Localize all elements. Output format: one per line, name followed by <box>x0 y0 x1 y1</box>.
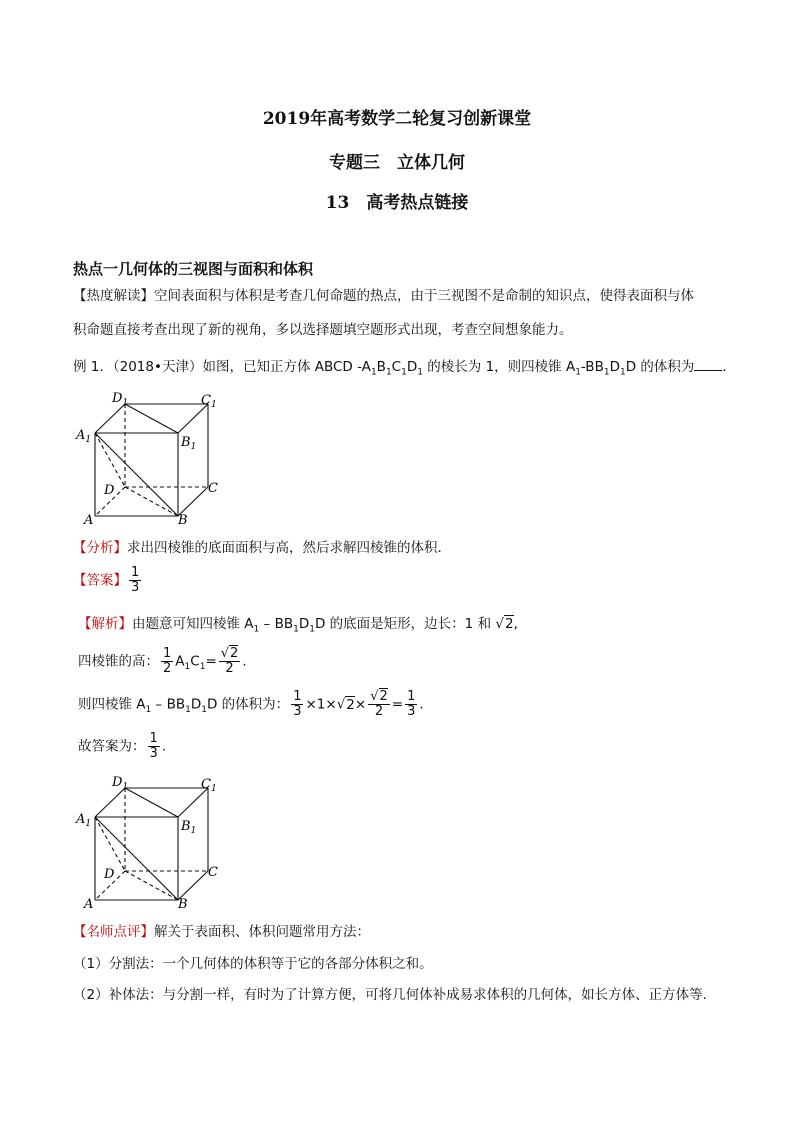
frac-den: 3 <box>149 746 158 761</box>
label-C: C <box>208 481 218 496</box>
sub: 1 <box>417 367 423 378</box>
sub: 1 <box>575 367 581 378</box>
ex-text: D 的体积为 <box>625 359 695 375</box>
frac-den: 3 <box>131 580 140 595</box>
sol-text: D 的体积为： <box>207 696 290 713</box>
sol-text: C <box>190 653 200 670</box>
third-fraction <box>291 690 303 719</box>
sub: 1 <box>184 662 191 673</box>
solution-line-2 <box>78 647 247 678</box>
sub: 1 <box>253 624 260 635</box>
sub: 1 <box>401 367 407 378</box>
label-D: D <box>104 867 115 882</box>
frac-num: 1 <box>407 689 416 704</box>
solution-line-3: 则四棱锥 $A_1 - BB_1D_1D$ 的体积为： $\frac{1}{3}$ ×1×√2× $\frac{√2}{2}$ = $\frac{1}{3}$ . <box>78 689 424 719</box>
intro-tag: 【热度解读】 <box>73 288 154 304</box>
frac-num: 1 <box>149 731 158 746</box>
sqrt-radicand: 2 <box>230 646 239 661</box>
label-B1: $B_1$ <box>181 819 197 836</box>
comment-text: 解关于表面积、体积问题常用方法： <box>154 924 370 940</box>
sol-text: D 的底面是矩形，边长：1 和 <box>315 616 492 632</box>
sol-text: × <box>354 696 367 713</box>
answer-fraction <box>129 566 141 595</box>
ex-text: 的棱长为 1，则四棱锥 A <box>422 359 576 375</box>
label-D1: $D_1$ <box>112 775 129 792</box>
sol-text: A <box>175 653 185 670</box>
analysis-tag: 【分析】 <box>73 540 127 556</box>
frac-den: 2 <box>374 704 384 719</box>
label-C1: $C_1$ <box>201 393 217 410</box>
label-B: B <box>178 897 188 912</box>
sol-text: 则四棱锥 A <box>78 696 146 713</box>
half-fraction <box>161 647 173 676</box>
label-D1: $D_1$ <box>112 391 129 408</box>
sqrt-radicand: 2 <box>346 696 355 713</box>
sub: 1 <box>185 705 191 716</box>
ex-text: ． <box>722 359 736 375</box>
sol-text: D <box>298 616 310 632</box>
sub: 1 <box>293 624 299 635</box>
sol-text: D <box>190 696 202 713</box>
label-B1: $B_1$ <box>181 435 197 452</box>
frac-den: 3 <box>407 704 416 719</box>
doc-title: 2019年高考数学二轮复习创新课堂 <box>262 109 532 129</box>
frac-num: 1 <box>131 565 140 580</box>
section-heading: 热点一几何体的三视图与面积和体积 <box>73 260 314 278</box>
label-C: C <box>208 865 218 880</box>
sol-text: . <box>419 696 424 713</box>
sub: 1 <box>201 705 207 716</box>
label-A1: $A_1$ <box>76 428 92 445</box>
answer-blank <box>694 358 722 371</box>
frac-den: 3 <box>293 704 302 719</box>
ex-text: B <box>376 359 386 375</box>
frac-num: 1 <box>163 646 172 661</box>
root2-over-2 <box>368 690 390 719</box>
answer-line <box>73 566 143 595</box>
final-fraction <box>148 732 160 761</box>
sol-text: 由题意可知四棱锥 A <box>132 616 254 632</box>
analysis-text: 求出四棱锥的底面面积与高，然后求解四棱锥的体积． <box>127 540 451 556</box>
analysis-line <box>73 537 451 559</box>
method-1: （1）分割法：一个几何体的体积等于它的各部分体积之和。 <box>73 956 433 972</box>
sub: 1 <box>309 624 315 635</box>
frac-num: √2 <box>370 689 388 704</box>
label-C1: $C_1$ <box>201 777 217 794</box>
sub: 1 <box>199 662 206 673</box>
sub: 1 <box>603 367 610 378</box>
comment-line <box>73 921 370 943</box>
label-B: B <box>178 513 188 528</box>
label-A1: $A_1$ <box>76 812 92 829</box>
solution-line-4 <box>78 732 166 761</box>
intro-line-1 <box>73 285 694 307</box>
answer-tag: 【答案】 <box>73 572 127 589</box>
sol-text: . <box>161 738 167 755</box>
solution-line-1: 【解析】由题意可知四棱锥 $A_1 - BB_1D_1D$ 的底面是矩形，边长：1 和 √2, <box>78 616 518 635</box>
label-D: D <box>104 483 115 498</box>
example-prefix: 例 1．（2018•天津）如图，已知正方体 ABCD -A <box>73 359 371 375</box>
sol-text: 四棱锥的高： <box>78 653 159 670</box>
solution-tag: 【解析】 <box>78 616 132 632</box>
sub: 1 <box>619 367 626 378</box>
cube-figure-1 <box>74 388 234 530</box>
sqrt-radicand: 2 <box>504 616 514 632</box>
sol-text: – BB <box>151 696 186 713</box>
frac-num: √2 <box>220 646 239 661</box>
sqrt-radicand: 2 <box>379 689 388 704</box>
frac-den: 2 <box>225 661 234 676</box>
sol-text: ×1× <box>305 696 337 713</box>
sub: 1 <box>385 367 392 378</box>
ex-text: D <box>609 359 620 375</box>
sub: 1 <box>370 367 377 378</box>
root2-over-2 <box>219 647 241 676</box>
frac-num: 1 <box>293 689 302 704</box>
sol-text: . <box>242 653 247 670</box>
method-2: （2）补体法：与分割一样，有时为了计算方便，可将几何体补成易求体积的几何体，如长方体、正方体等. <box>73 987 707 1003</box>
topic-title: 专题三 立体几何 <box>329 153 465 173</box>
lesson-title: 13 高考热点链接 <box>325 193 469 213</box>
sol-text: 故答案为： <box>78 738 146 755</box>
cube-figure-2 <box>74 772 234 914</box>
ex-text: C <box>391 359 402 375</box>
intro-text-1: 空间表面积与体积是考查几何命题的热点，由于三视图不是命制的知识点，使得表面积与体 <box>154 288 694 304</box>
sub: 1 <box>145 705 152 716</box>
intro-line-2: 积命题直接考查出现了新的视角，多以选择题填空题形式出现，考查空间想象能力。 <box>73 322 573 338</box>
ex-text: -BB <box>580 359 604 375</box>
result-fraction <box>405 690 417 719</box>
example-1 <box>73 356 736 384</box>
sol-text: – BB <box>259 616 294 632</box>
label-A: A <box>84 513 94 528</box>
sol-text: = <box>391 696 404 713</box>
ex-text: D <box>406 359 418 375</box>
comment-tag: 【名师点评】 <box>73 924 154 940</box>
sol-text: = <box>205 653 217 670</box>
frac-den: 2 <box>163 661 172 676</box>
label-A: A <box>84 897 94 912</box>
sol-text: , <box>513 616 518 632</box>
